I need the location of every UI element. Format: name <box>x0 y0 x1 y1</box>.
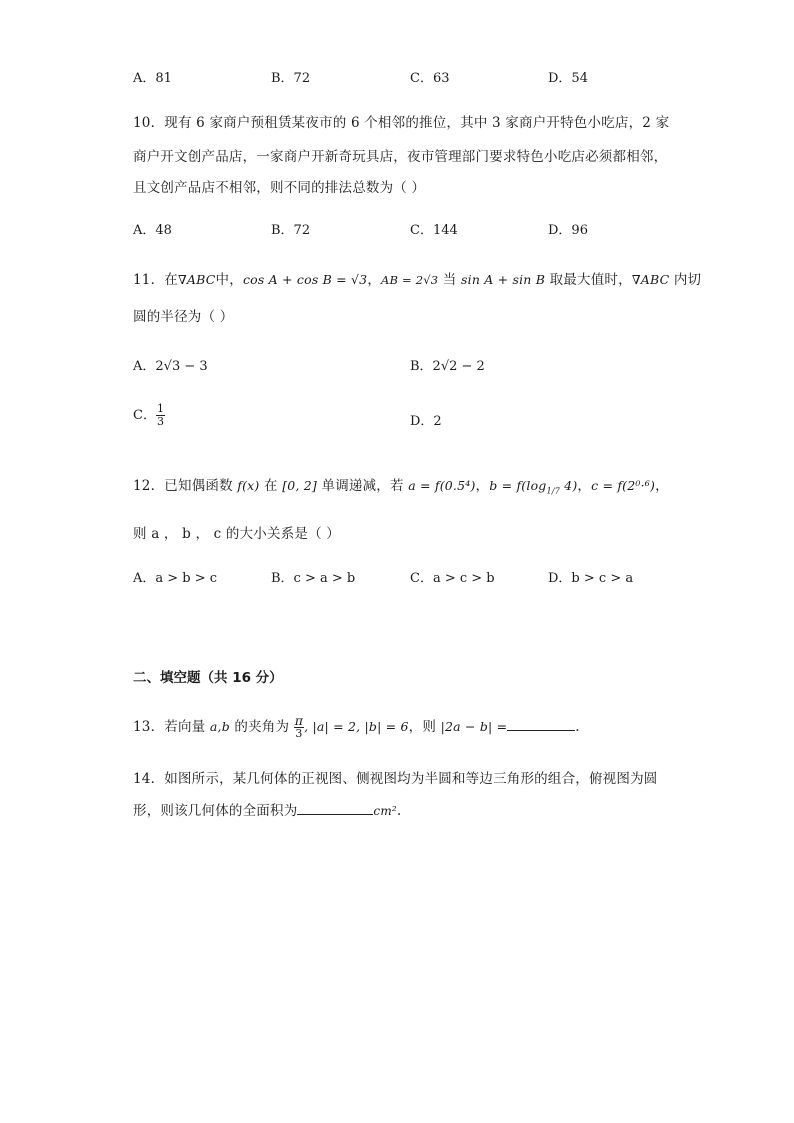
q11-equation-1: cos A + cos B = √3 <box>242 272 368 287</box>
q12-option-a: A．a > b > c <box>133 571 218 586</box>
q12-line-2: 则 a ， b ， c 的大小关系是（ ） <box>133 526 340 542</box>
q12-b-base: 1/7 <box>546 486 560 496</box>
q12-b-equation: b = f(log <box>489 478 547 493</box>
q14-unit: cm² <box>373 804 397 818</box>
q11-option-d: D．2 <box>410 414 442 429</box>
q13-line <box>133 715 580 740</box>
q14-end: . <box>396 803 402 819</box>
q10-option-d: D．96 <box>548 223 588 238</box>
q13-expression: |2a − b| = <box>440 719 508 734</box>
q10-line-3: 且文创产品店不相邻，则不同的排法总数为（ ） <box>133 180 426 196</box>
q12-interval: [0, 2] <box>282 478 318 493</box>
q11-comma: ， <box>367 272 382 288</box>
q13-angle-numerator: π <box>294 713 304 728</box>
q14-answer-blank <box>297 802 373 815</box>
q9-option-c: C．63 <box>410 71 450 86</box>
q13-mid-2: ，则 <box>408 719 441 735</box>
q11-option-b: B．2√2 − 2 <box>410 359 485 374</box>
q11-suffix: 内切 <box>669 272 702 288</box>
q13-angle-denominator: 3 <box>295 727 303 740</box>
q9-option-a: A．81 <box>133 71 172 86</box>
q13-conditions: , |a| = 2, |b| = 6 <box>304 719 409 734</box>
q12-fx: f(x) <box>237 478 260 493</box>
q14-line-1: 14．如图所示，某几何体的正视图、侧视图均为半圆和等边三角形的组合，俯视图为圆 <box>133 771 658 787</box>
q13-mid-1: 的夹角为 <box>229 719 294 735</box>
q10-line-2: 商户开文创产品店，一家商户开新奇玩具店，夜市管理部门要求特色小吃店必须都相邻， <box>133 149 668 165</box>
q10-option-c: C．144 <box>410 223 458 238</box>
q10-option-a: A．48 <box>133 223 172 238</box>
q12-option-c: C．a > c > b <box>410 571 495 586</box>
q12-mid-1: 在 <box>259 478 283 494</box>
q12-b-end: 4) <box>560 478 578 493</box>
q10-option-b: B．72 <box>271 223 311 238</box>
q12-c-equation: c = f(2⁰·⁶) <box>591 478 656 493</box>
q11-triangle-2: ∇ABC <box>631 272 670 287</box>
q14-line-2 <box>133 799 401 819</box>
q11-option-c-numerator: 1 <box>156 402 164 415</box>
q11-triangle-1: ∇ABC <box>177 272 216 287</box>
q11-equation-3: sin A + sin B <box>461 272 546 287</box>
q12-prefix: 12．已知偶函数 <box>133 478 238 494</box>
q12-option-d: D．b > c > a <box>548 571 634 586</box>
q11-option-c <box>133 403 165 428</box>
q11-line-1 <box>133 268 701 288</box>
q11-mid-2: 当 <box>438 272 461 288</box>
q11-prefix: 11．在 <box>133 272 178 288</box>
q10-line-1: 10．现有 6 家商户预租赁某夜市的 6 个相邻的推位，其中 3 家商户开特色小吃店，2 家 <box>133 115 670 131</box>
q12-sep-1: ， <box>475 478 490 494</box>
q12-line-1 <box>133 474 669 496</box>
q11-equation-2: AB = 2√3 <box>381 273 439 287</box>
q11-option-a: A．2√3 − 3 <box>133 359 208 374</box>
q9-option-b: B．72 <box>271 71 311 86</box>
q11-option-c-denominator: 3 <box>156 415 164 428</box>
q11-line-2: 圆的半径为（ ） <box>133 309 234 325</box>
q13-answer-blank <box>507 718 575 731</box>
q13-vectors: a,b <box>209 719 230 734</box>
q13-end: . <box>575 719 580 735</box>
q13-prefix: 13．若向量 <box>133 719 210 735</box>
q12-a-equation: a = f(0.5⁴) <box>408 478 476 493</box>
q11-mid-1: 中， <box>215 272 243 288</box>
section-2-title: 二、填空题（共 16 分） <box>133 670 283 686</box>
q11-mid-3: 取最大值时， <box>545 272 632 288</box>
q14-line-2-prefix: 形，则该几何体的全面积为 <box>133 803 298 819</box>
q9-option-d: D．54 <box>548 71 588 86</box>
q12-sep-2: ， <box>577 478 592 494</box>
q13-angle-fraction <box>294 715 304 740</box>
q12-end: ， <box>655 478 669 494</box>
q11-option-c-label: C． <box>133 408 156 423</box>
q11-option-c-fraction <box>156 403 165 428</box>
q12-mid-2: 单调递减，若 <box>317 478 409 494</box>
q12-option-b: B．c > a > b <box>271 571 356 586</box>
